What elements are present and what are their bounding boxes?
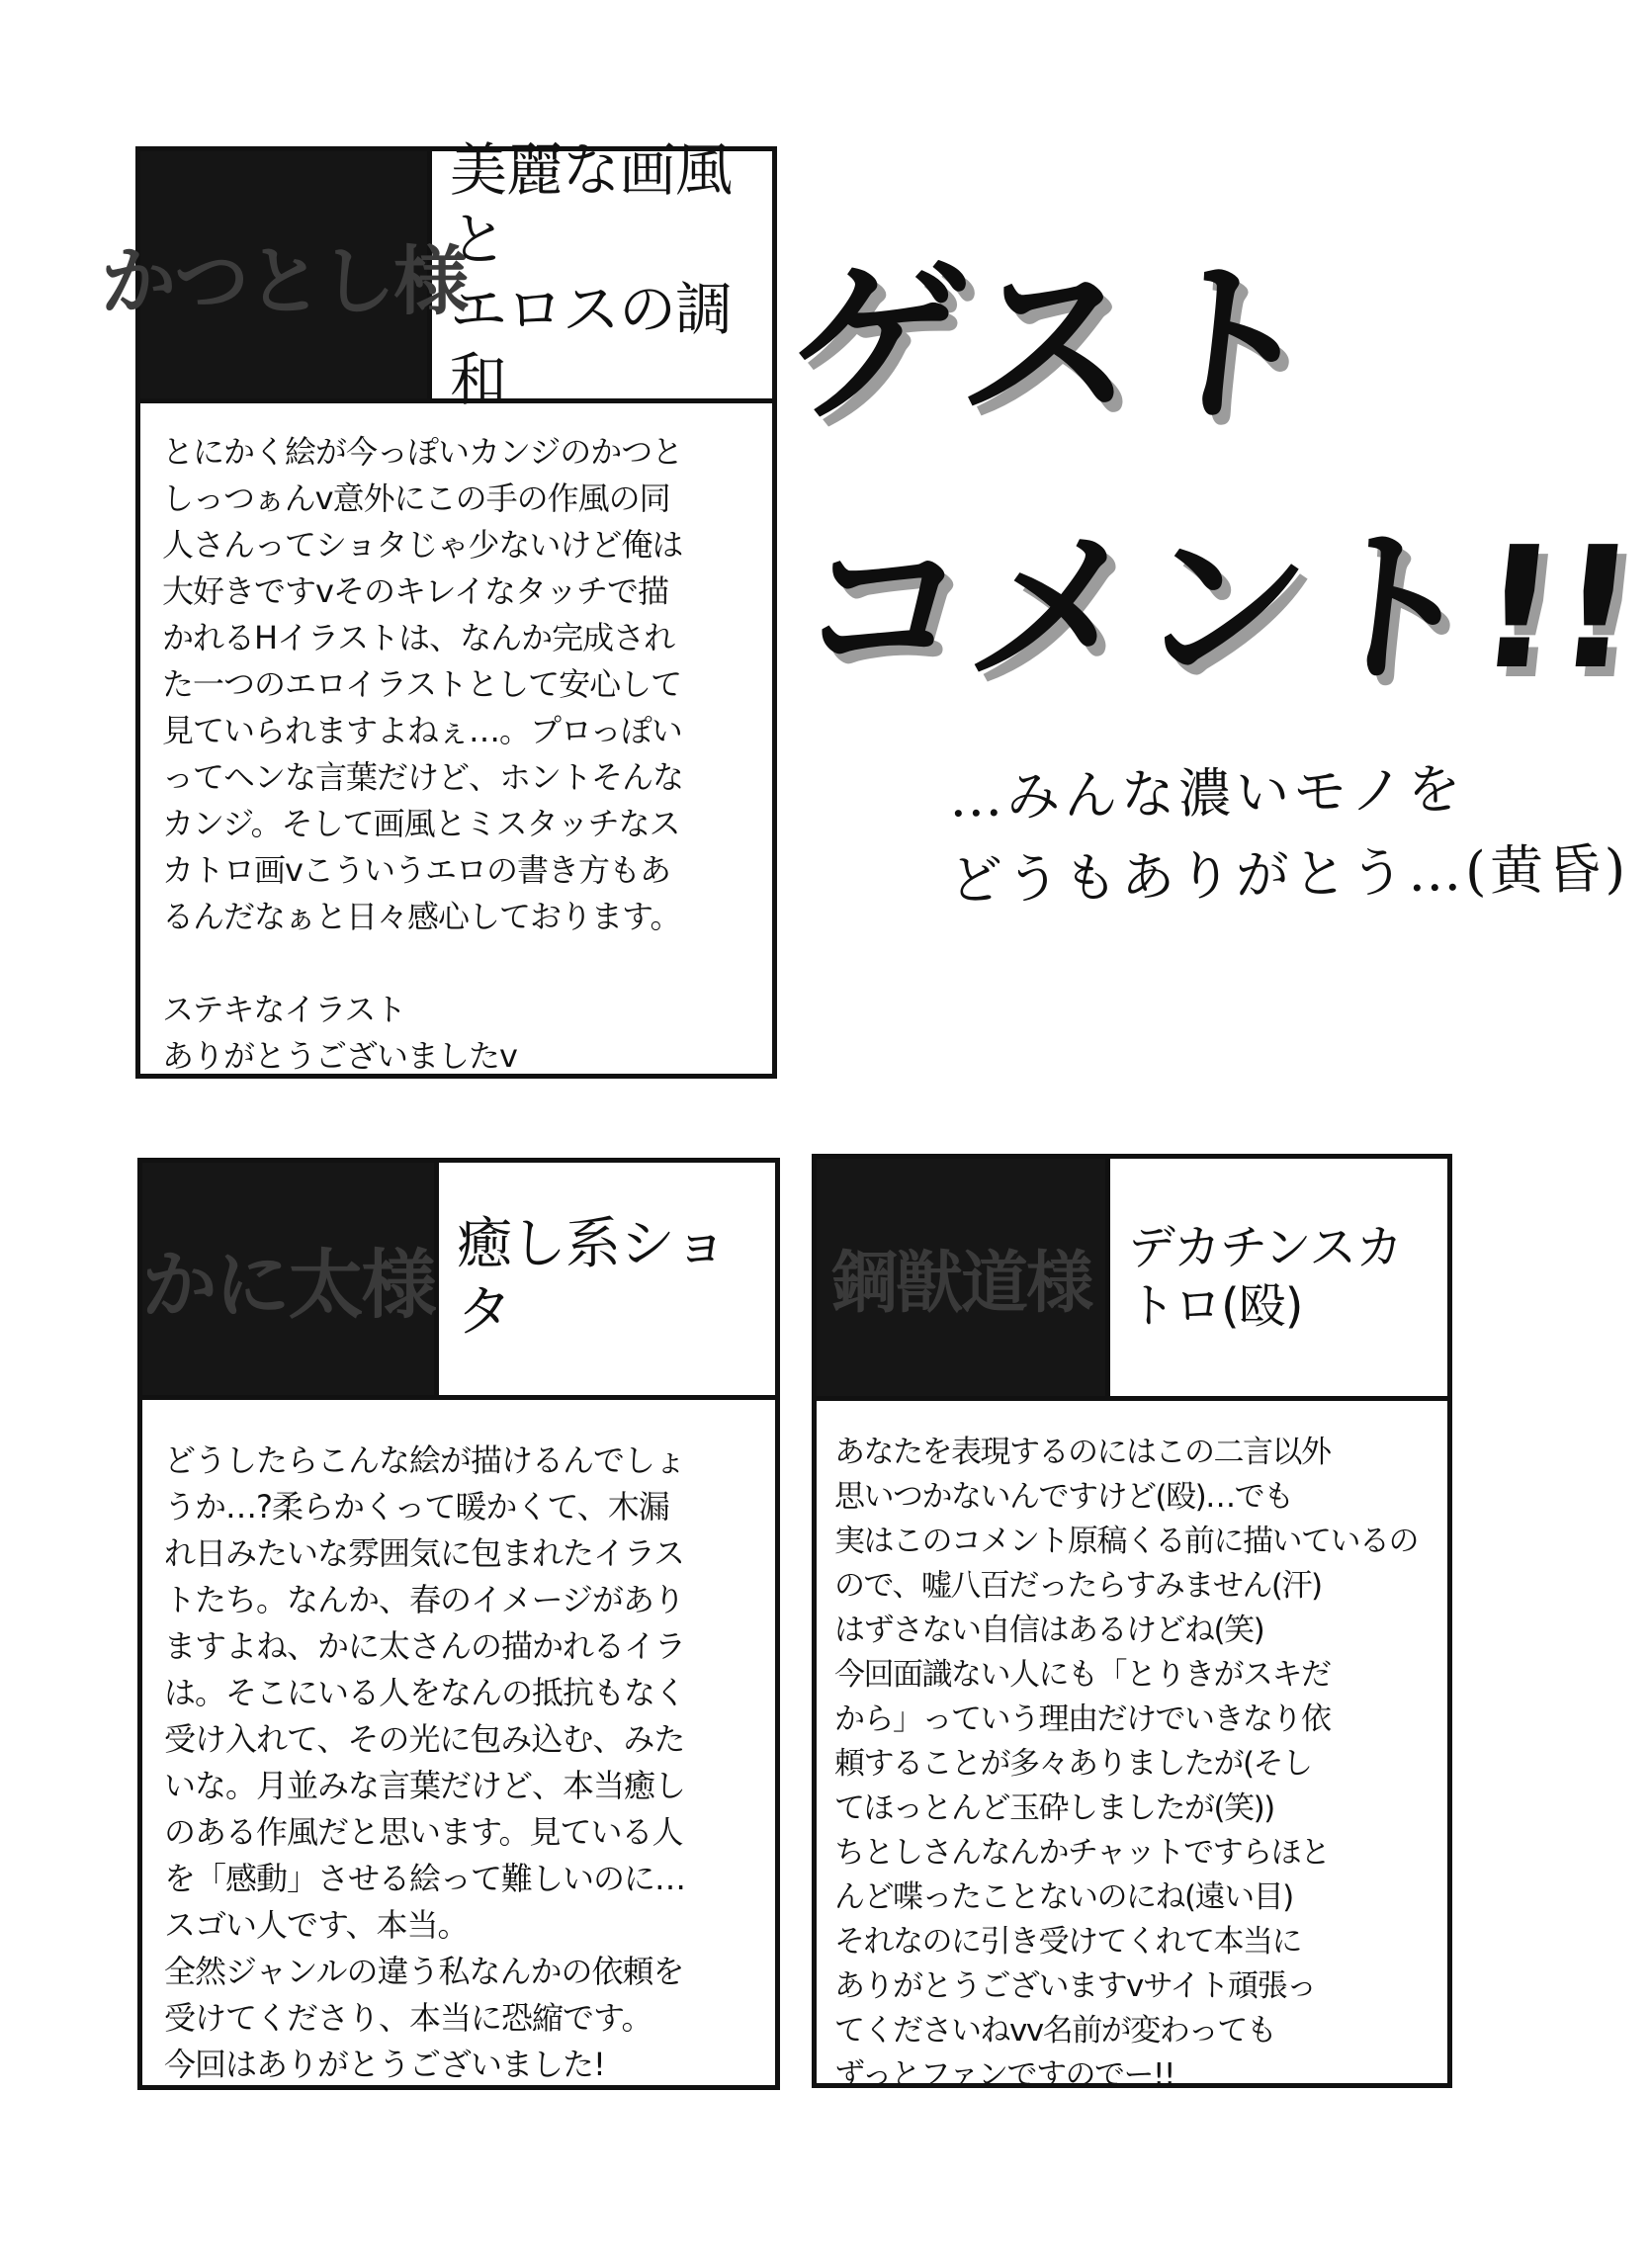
tagline-box: [432, 135, 772, 413]
card-body: [142, 1400, 775, 2085]
handwritten-note-line-1: …みんな濃いモノを: [948, 757, 1466, 829]
comment-text: どうしたらこんな絵が描けるんでしょ うか…?柔らかくって暖かくて、木漏 れ日みたいな雰囲気に包まれたイラス トたち。なんか、春のイメージがあり ますよね、かに太さんの描かれるイラ は。そこにいる人をなんの抵抗もなく 受け入れて、その光に包み込む、みた いな。月並みな言葉だけど、本当癒し のある作風だと思います。見ている人 を「感動」させる絵って難しいのに… スゴい人です、本当。 全然ジャンルの違う私なんかの依頼を 受けてくださり、本当に恐縮です。 今回はありがとうございました!: [164, 1441, 686, 2083]
card-body: [140, 403, 772, 1074]
guest-name: かつとし様: [101, 236, 467, 325]
guest-name: 鋼獣道様: [829, 1244, 1091, 1323]
handwritten-note-line-2: どうもありがとう…(黄昏): [948, 836, 1630, 912]
card-header: [817, 1159, 1447, 1401]
page-title-line-1: ゲスト: [778, 242, 1334, 447]
guest-comment-card-kojudo: [812, 1154, 1452, 2093]
guest-comment-card-kanita: [137, 1158, 780, 2090]
tagline-box: [439, 1163, 775, 1395]
page-title-line-2: コメント!!: [788, 511, 1647, 707]
comment-text: とにかく絵が今っぽいカンジのかつと しっつぁんv意外にこの手の作風の同 人さんってショタじゃ少ないけど俺は 大好きですvそのキレイなタッチで描 かれるHイラストは、なんか完成され た一つのエロイラストとして安心して 見ていられますよねぇ…。プロっぽい ってヘンな言葉だけど、ホントそんな カンジ。そして画風とミスタッチなス カトロ画vこういうエロの書き方もあ るんだなぁと日々感心しております。 ステキなイラスト ありがとうございましたv: [162, 433, 684, 1075]
card-header: [142, 1163, 775, 1400]
guest-comment-card-katsutoshi: [101, 135, 777, 1079]
guest-name: かに太様: [141, 1241, 435, 1329]
guest-name-box: [817, 1159, 1110, 1396]
guest-name-box: [101, 151, 467, 398]
guest-name-box: [142, 1163, 439, 1395]
guest-tagline: デカチンスカトロ(殴): [1128, 1220, 1403, 1334]
card-header: [101, 135, 772, 413]
comment-text: あなたを表現するのにはこの二言以外 思いつかないんですけど(殴)…でも 実はこのコメント原稿くる前に描いているの ので、嘘八百だったらすみません(汗) はずさない自信はあるけどね(笑) 今回面識ない人にも「とりきがスキだ から」っていう理由だけでいきなり依 頼することが多々ありましたが(そし てほっとんど玉砕しましたが(笑)) ちとしさんなんかチャットですらほと んど喋ったことないのにね(遠い目) それなのに引き受けてくれて本当に ありがとうございますvサイト頑張っ てくださいねvv名前が変わっても ずっとファンですのでー!!: [834, 1435, 1418, 2093]
tagline-box: [1110, 1159, 1447, 1396]
guest-tagline: 美麗な画風と エロスの調和: [450, 135, 733, 413]
guest-tagline: 癒し系ショタ: [457, 1212, 728, 1345]
card-body: [817, 1401, 1447, 2093]
